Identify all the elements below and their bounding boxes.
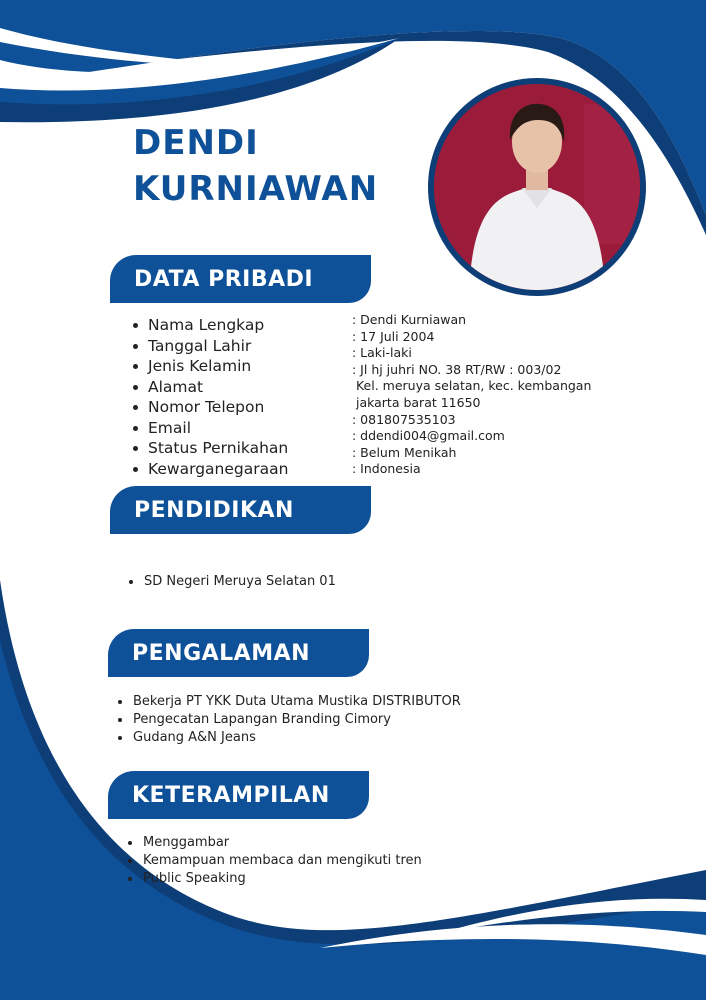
label-item: Nama Lengkap — [132, 315, 288, 336]
section-header-pengalaman — [108, 629, 369, 677]
experience-item: Pengecatan Lapangan Branding Cimory — [117, 711, 461, 729]
first-name: DENDI — [133, 123, 259, 163]
section-title: PENGALAMAN — [132, 640, 311, 666]
skills-list — [127, 834, 422, 888]
education-item: SD Negeri Meruya Selatan 01 — [128, 573, 336, 591]
skill-item: Menggambar — [127, 834, 422, 852]
section-header-pendidikan — [110, 486, 371, 534]
section-title: KETERAMPILAN — [132, 782, 330, 808]
section-title: PENDIDIKAN — [134, 497, 294, 523]
value-item: jakarta barat 11650 — [352, 394, 481, 410]
section-header-data-pribadi — [110, 255, 371, 303]
person-photo-illustration — [434, 84, 640, 290]
experience-list — [117, 693, 461, 747]
value-item: : Indonesia — [352, 461, 421, 477]
value-item: : 17 Juli 2004 — [352, 328, 435, 344]
candidate-name — [133, 120, 378, 212]
value-item: : Belum Menikah — [352, 444, 457, 460]
skill-item: Kemampuan membaca dan mengikuti tren — [127, 852, 422, 870]
skill-item: Public Speaking — [127, 870, 422, 888]
label-item: Status Pernikahan — [132, 438, 288, 459]
experience-item: Bekerja PT YKK Duta Utama Mustika DISTRIBUTOR — [117, 693, 461, 711]
label-item: Nomor Telepon — [132, 397, 288, 418]
education-list — [128, 573, 336, 591]
value-item: : Dendi Kurniawan — [352, 312, 467, 327]
value-item: Kel. meruya selatan, kec. kembangan — [352, 378, 592, 394]
profile-photo — [428, 78, 646, 296]
label-item: Email — [132, 418, 288, 439]
personal-data-labels — [132, 315, 288, 479]
last-name: KURNIAWAN — [133, 169, 379, 209]
label-item: Alamat — [132, 377, 288, 398]
personal-data-values — [352, 312, 591, 478]
section-header-keterampilan — [108, 771, 369, 819]
experience-item: Gudang A&N Jeans — [117, 729, 461, 747]
label-item: Kewarganegaraan — [132, 459, 288, 480]
section-title: DATA PRIBADI — [134, 266, 314, 292]
value-item: : 081807535103 — [352, 411, 456, 427]
value-item: : Laki-laki — [352, 345, 412, 361]
label-item: Jenis Kelamin — [132, 356, 288, 377]
label-item: Tanggal Lahir — [132, 336, 288, 357]
value-item: : Jl hj juhri NO. 38 RT/RW : 003/02 — [352, 361, 562, 377]
value-item: : ddendi004@gmail.com — [352, 428, 505, 444]
